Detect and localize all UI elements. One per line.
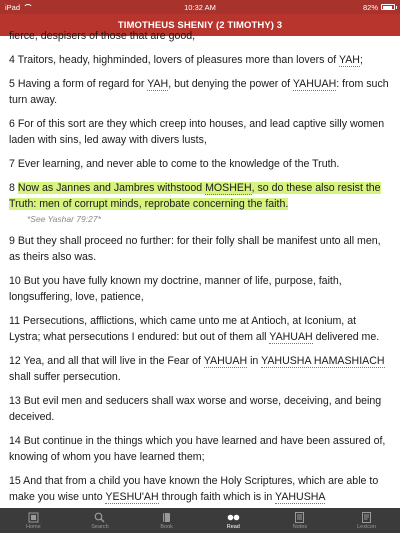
divine-name-link[interactable]: YAHUSHA HAMASHIACH bbox=[261, 355, 385, 367]
verse-segment: 10 But you have fully known my doctrine, manner of life, purpose, faith, longsuffering, love, patience, bbox=[9, 275, 342, 303]
tab-label: Search bbox=[91, 524, 109, 530]
chapter-text[interactable] bbox=[0, 30, 400, 508]
tab-read[interactable] bbox=[203, 511, 263, 530]
status-left bbox=[5, 3, 31, 12]
divine-name-link[interactable]: YAHUSHA bbox=[9, 491, 325, 520]
battery-icon bbox=[381, 4, 395, 10]
lexicon-icon bbox=[360, 511, 374, 523]
verse-segment: 7 Ever learning, and never able to come to the knowledge of the Truth. bbox=[9, 158, 340, 170]
verse-text[interactable] bbox=[9, 76, 390, 108]
verse-text[interactable] bbox=[9, 233, 390, 265]
verse-segment: 12 Yea, and all that will live in the Fear of bbox=[9, 355, 204, 367]
status-time: 10:32 AM bbox=[184, 2, 216, 12]
verse-text[interactable] bbox=[9, 273, 390, 305]
battery-fill bbox=[383, 6, 393, 9]
read-icon bbox=[226, 511, 240, 523]
verse-text[interactable] bbox=[9, 28, 390, 44]
verse-text[interactable] bbox=[9, 156, 390, 172]
book-icon bbox=[160, 511, 174, 523]
verse-segment: , but denying the power of bbox=[168, 78, 293, 90]
divine-name-link[interactable]: YAH bbox=[338, 54, 360, 66]
verse-segment: 13 But evil men and seducers shall wax worse and worse, deceiving, and being deceived. bbox=[9, 395, 382, 423]
device-label: iPad bbox=[5, 2, 21, 12]
verse-segment: Now as Jannes and Jambres withstood bbox=[17, 182, 206, 194]
verse-segment: delivered me. bbox=[312, 331, 380, 343]
verse-segment: fierce, despisers of those that are good, bbox=[9, 30, 196, 42]
verse-note[interactable]: *See Yashar 79:27* bbox=[27, 214, 101, 224]
verse-text[interactable] bbox=[9, 433, 390, 465]
tab-search[interactable] bbox=[70, 511, 130, 530]
verse-segment: 6 For of this sort are they which creep into houses, and lead captive silly women laden with sins, led away with divers lusts, bbox=[9, 118, 385, 146]
wifi-icon bbox=[23, 4, 31, 10]
search-icon bbox=[93, 511, 107, 523]
verse-segment: 15 And that from a child you have known the Holy Scriptures, which are able to make you wise unto bbox=[9, 475, 379, 503]
verse-text[interactable] bbox=[9, 180, 390, 212]
verse-text[interactable] bbox=[9, 313, 390, 345]
tab-label: Home bbox=[25, 524, 41, 530]
tab-notes[interactable] bbox=[270, 511, 330, 530]
verse-segment: ; bbox=[359, 54, 363, 66]
verse-segment: through faith which is in bbox=[158, 491, 276, 503]
tab-lexicon[interactable] bbox=[337, 511, 397, 530]
tab-book[interactable] bbox=[137, 511, 197, 530]
notes-icon bbox=[293, 511, 307, 523]
verse-text[interactable] bbox=[9, 116, 390, 148]
tab-home[interactable] bbox=[3, 511, 63, 530]
divine-name-link[interactable]: YAHUAH bbox=[269, 331, 313, 343]
verse-text[interactable] bbox=[9, 393, 390, 425]
tab-label: Lexicon bbox=[357, 524, 377, 530]
tab-bar bbox=[0, 508, 400, 533]
verse-segment: : from such turn away. bbox=[9, 78, 389, 106]
divine-name-link[interactable]: YESHU'AH bbox=[105, 491, 159, 503]
verse-segment: 9 But they shall proceed no further: for their folly shall be manifest unto all men, as theirs also was. bbox=[9, 235, 381, 263]
verse-segment: 8 bbox=[9, 182, 18, 194]
status-right bbox=[363, 3, 395, 12]
verse-segment: 4 Traitors, heady, highminded, lovers of pleasures more than lovers of bbox=[9, 54, 339, 66]
tab-label: Read bbox=[226, 524, 240, 530]
divine-name-link[interactable]: YAHUAH bbox=[203, 355, 248, 367]
divine-name-link[interactable]: YAHUAH bbox=[292, 78, 337, 90]
status-bar bbox=[0, 0, 400, 14]
chapter-title: TIMOTHEUS SHENIY (2 TIMOTHY) 3 bbox=[117, 19, 283, 31]
verse-segment: 5 Having a form of regard for bbox=[9, 78, 148, 90]
tab-label: Book bbox=[160, 524, 173, 530]
verse-text[interactable] bbox=[9, 52, 390, 68]
verse-segment: in bbox=[247, 355, 262, 367]
home-icon bbox=[26, 511, 40, 523]
tab-label: Notes bbox=[292, 524, 308, 530]
battery-percent: 82% bbox=[362, 2, 378, 12]
verse-segment: 14 But continue in the things which you have learned and have been assured of, knowing of whom you have learned them; bbox=[9, 435, 386, 463]
verse-text[interactable] bbox=[9, 353, 390, 385]
verse-segment: 11 Persecutions, afflictions, which came unto me at Antioch, at Iconium, at Lystra; what persecutions I endured: but out of them all bbox=[9, 315, 357, 343]
verse-segment: , so do these also resist the Truth: men of corrupt minds, reprobate concerning the faith. bbox=[9, 182, 381, 210]
divine-name-link[interactable]: YAH bbox=[147, 78, 169, 90]
divine-name-link[interactable]: MOSHEH bbox=[205, 182, 252, 194]
verse-segment: shall suffer persecution. bbox=[9, 371, 121, 383]
